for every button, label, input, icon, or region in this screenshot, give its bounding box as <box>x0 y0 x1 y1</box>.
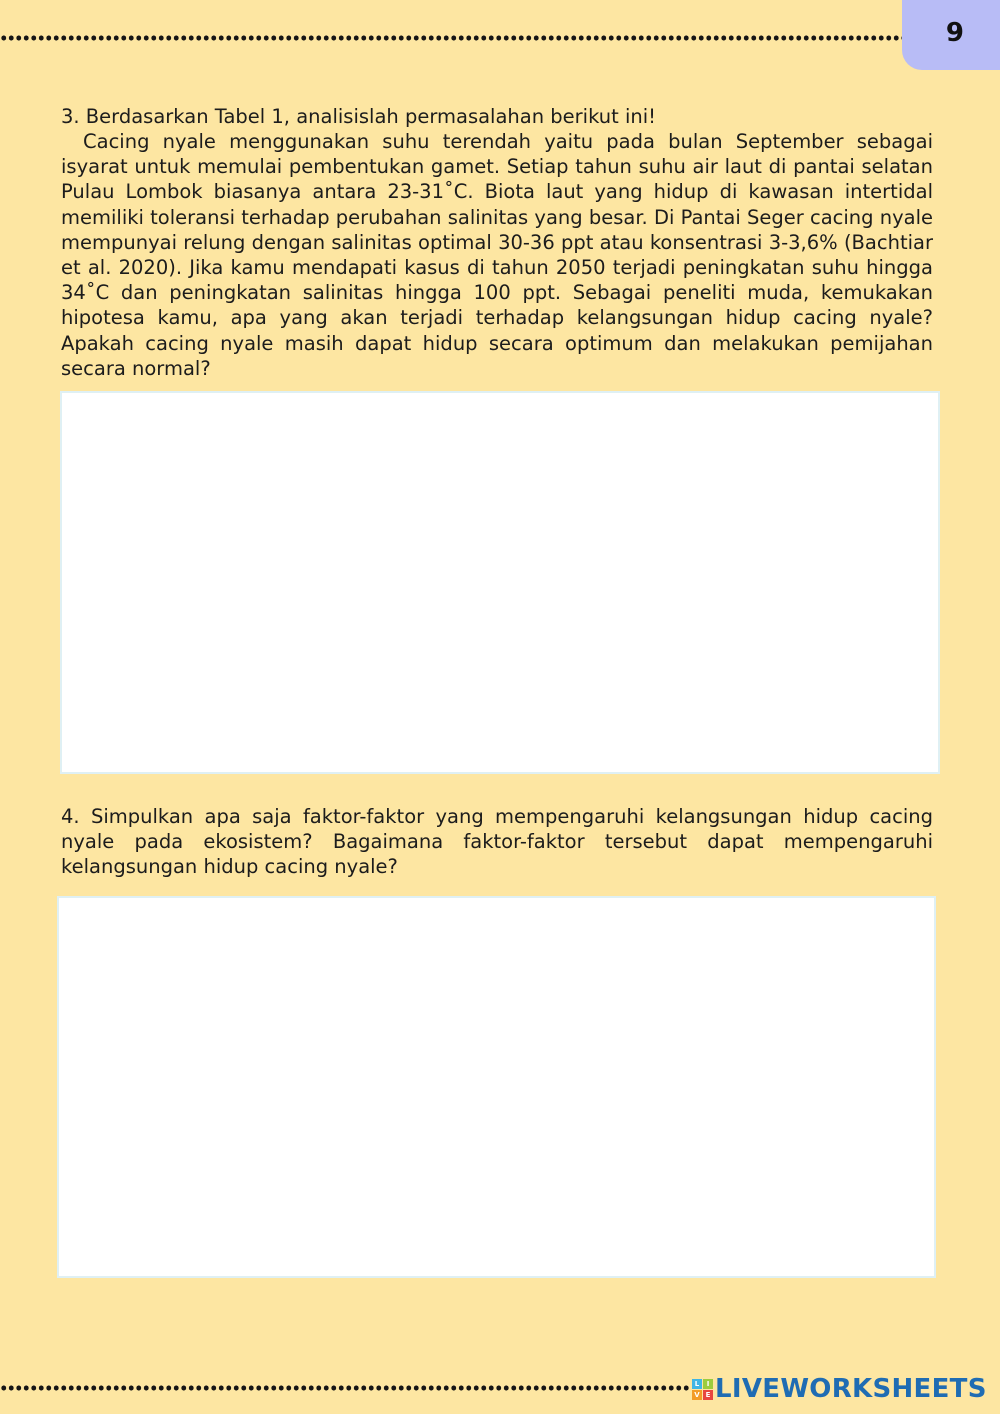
liveworksheets-logo <box>692 1375 987 1403</box>
answer-box-question-3[interactable] <box>60 391 940 774</box>
logo-letter-i: I <box>703 1379 713 1389</box>
logo-letter-l: L <box>692 1379 702 1389</box>
question-3-body: Cacing nyale menggunakan suhu terendah yaitu pada bulan September sebagai isyarat untuk memulai pembentukan gamet. Setiap tahun suhu air laut di pantai selatan Pulau Lombok biasanya antara 23-31˚C. Biota laut yang hidup di kawasan intertidal memiliki toleransi terhadap perubahan salinitas yang besar. Di Pantai Seger cacing nyale mempunyai relung dengan salinitas optimal 30-36 ppt atau konsentrasi 3-3,6% (Bachtiar et al. 2020). Jika kamu mendapati kasus di tahun 2050 terjadi peningkatan suhu hingga 34˚C dan peningkatan salinitas hingga 100 ppt. Sebagai peneliti muda, kemukakan hipotesa kamu, apa yang akan terjadi terhadap kelangsungan hidup cacing nyale? Apakah cacing nyale masih dapat hidup secara optimum dan melakukan pemijahan secara normal? <box>61 130 933 380</box>
liveworksheets-logo-text: LIVEWORKSHEETS <box>715 1374 987 1404</box>
question-3-title: 3. Berdasarkan Tabel 1, analisislah permasalahan berikut ini! <box>61 105 656 128</box>
page-number: 9 <box>945 18 964 48</box>
question-4-text: 4. Simpulkan apa saja faktor-faktor yang mempengaruhi kelangsungan hidup cacing nyale pada ekosistem? Bagaimana faktor-faktor tersebut dapat mempengaruhi kelangsungan hidup cacing nyale? <box>61 805 933 879</box>
top-dotted-divider <box>0 35 902 41</box>
liveworksheets-logo-icon <box>692 1379 713 1400</box>
bottom-dotted-divider <box>0 1385 690 1391</box>
logo-letter-v: V <box>692 1390 702 1400</box>
logo-letter-e: E <box>703 1390 713 1400</box>
answer-box-question-4[interactable] <box>57 896 936 1278</box>
